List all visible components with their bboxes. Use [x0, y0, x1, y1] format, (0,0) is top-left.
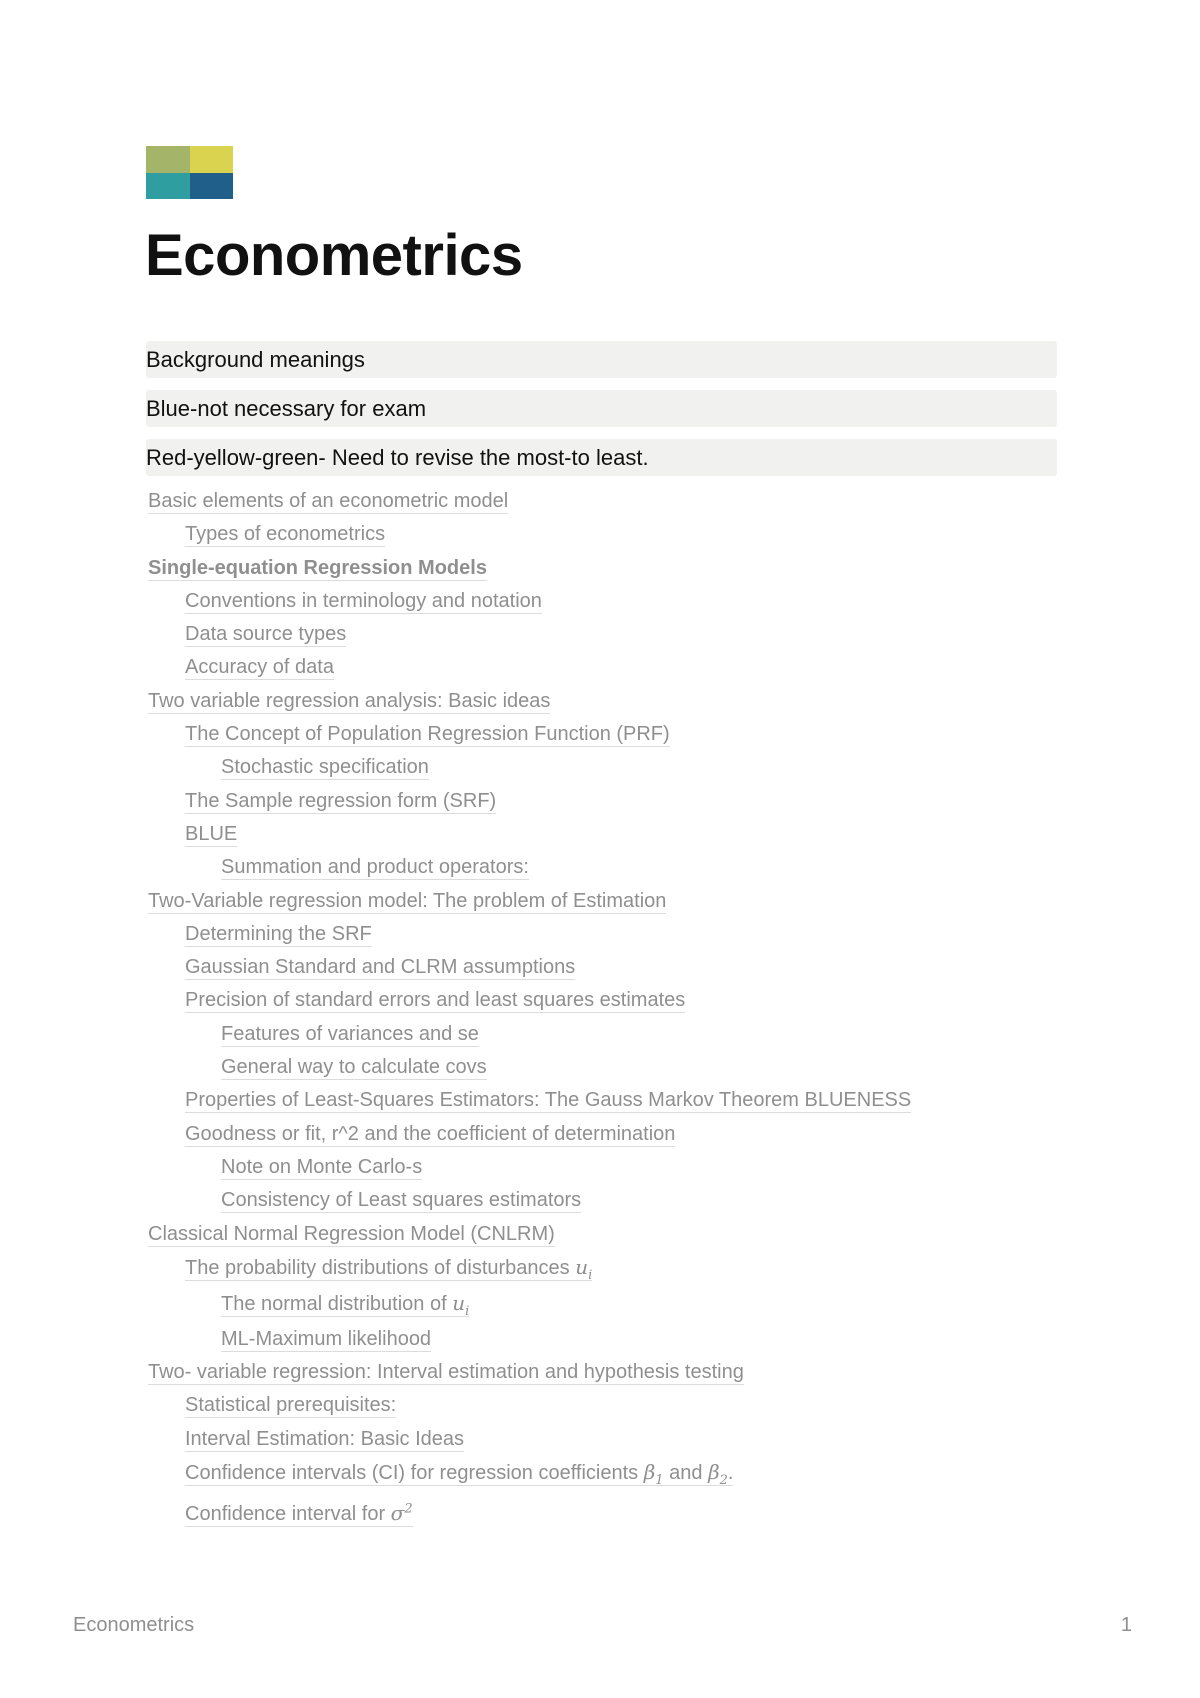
math-subscript: i: [588, 1267, 593, 1283]
toc-item: [148, 821, 1088, 854]
toc-link-text: BLUE: [185, 822, 238, 845]
toc-item: [148, 621, 1088, 654]
table-of-contents: [148, 488, 1088, 1531]
math-symbol: [643, 1460, 664, 1489]
toc-link-text: .: [727, 1462, 734, 1485]
toc-item: [148, 1290, 1088, 1326]
math-symbol: [452, 1290, 470, 1319]
toc-link-text: Two- variable regression: Interval estimation and hypothesis testing: [148, 1361, 744, 1384]
cover-image-tile: [146, 146, 190, 173]
footer-page-number: 1: [1120, 1614, 1132, 1636]
toc-link-text: The Sample regression form (SRF): [185, 789, 497, 812]
toc-link[interactable]: [221, 1290, 470, 1319]
toc-link-text: Data source types: [185, 623, 347, 646]
toc-link-text: ML-Maximum likelihood: [221, 1327, 432, 1350]
toc-item: [148, 588, 1088, 621]
toc-item: [148, 954, 1088, 987]
toc-item: [148, 754, 1088, 787]
toc-link[interactable]: [185, 623, 346, 647]
toc-link-text: The normal distribution of: [221, 1292, 447, 1315]
callout-blue-legend: [146, 390, 1057, 427]
toc-link-text: Statistical prerequisites:: [185, 1394, 397, 1417]
toc-link[interactable]: [185, 956, 575, 980]
toc-link[interactable]: [185, 823, 237, 847]
toc-link[interactable]: [185, 1460, 734, 1489]
toc-link-text: and: [669, 1462, 703, 1485]
math-base: σ: [390, 1500, 405, 1525]
toc-item: [148, 688, 1088, 721]
math-symbol: [708, 1460, 728, 1489]
toc-link-text: Properties of Least-Squares Estimators: The Gauss Markov Theorem BLUENESS: [185, 1089, 912, 1112]
toc-link-text: Goodness or fit, r^2 and the coefficient of determination: [185, 1122, 676, 1145]
math-subscript: 2: [719, 1473, 728, 1489]
toc-link-text: The probability distributions of disturbances: [185, 1256, 570, 1279]
callout-text: Red-yellow-green- Need to revise the most-to least.: [146, 444, 649, 470]
toc-item: [148, 1254, 1088, 1290]
toc-item: [148, 788, 1088, 821]
toc-item: [148, 654, 1088, 687]
toc-link[interactable]: [148, 890, 666, 914]
toc-link-text: Interval Estimation: Basic Ideas: [185, 1427, 465, 1450]
callout-rgy-legend: [146, 439, 1057, 476]
toc-link[interactable]: [185, 1123, 675, 1147]
toc-link-text: Consistency of Least squares estimators: [221, 1189, 582, 1212]
toc-item: [148, 488, 1088, 521]
footer-title: Econometrics: [73, 1614, 195, 1636]
toc-link[interactable]: [148, 690, 550, 714]
toc-link-text: Single-equation Regression Models: [148, 556, 487, 579]
toc-link-text: Classical Normal Regression Model (CNLRM): [148, 1222, 555, 1245]
math-base: β: [643, 1460, 656, 1485]
toc-item: [148, 1359, 1088, 1392]
toc-link[interactable]: [148, 1223, 555, 1247]
toc-link[interactable]: [221, 1328, 431, 1352]
toc-item: [148, 1154, 1088, 1187]
math-symbol: [391, 1501, 413, 1525]
toc-item: [148, 1495, 1088, 1531]
math-symbol: [575, 1254, 593, 1283]
toc-link-text: Two variable regression analysis: Basic ideas: [148, 689, 551, 712]
toc-link[interactable]: [221, 1056, 487, 1080]
toc-item: [148, 1121, 1088, 1154]
toc-item: [148, 721, 1088, 754]
toc-item: [148, 888, 1088, 921]
page-title: Econometrics: [145, 223, 523, 288]
toc-link[interactable]: [185, 1500, 413, 1527]
toc-link[interactable]: [221, 1189, 581, 1213]
callout-background-meanings: [146, 341, 1057, 378]
toc-item: [148, 854, 1088, 887]
toc-link-text: Types of econometrics: [185, 523, 386, 546]
callout-text: Background meanings: [146, 346, 365, 372]
toc-link[interactable]: [221, 1023, 479, 1047]
toc-link[interactable]: [185, 1254, 593, 1283]
toc-link[interactable]: [221, 856, 529, 880]
toc-link-text: Gaussian Standard and CLRM assumptions: [185, 956, 576, 979]
toc-link-text: General way to calculate covs: [221, 1056, 487, 1079]
toc-item: [148, 1326, 1088, 1359]
toc-link[interactable]: [148, 1361, 744, 1385]
toc-item: [148, 921, 1088, 954]
toc-item: [148, 987, 1088, 1020]
cover-image-tile: [146, 173, 190, 200]
toc-link-text: Conventions in terminology and notation: [185, 589, 542, 612]
math-base: β: [708, 1460, 720, 1485]
cover-image-tile: [190, 146, 234, 173]
toc-item: [148, 1021, 1088, 1054]
math-base: u: [452, 1290, 466, 1315]
cover-image-icon: [146, 146, 233, 199]
toc-link[interactable]: [185, 523, 385, 547]
callout-text: Blue-not necessary for exam: [146, 395, 427, 421]
toc-link[interactable]: [221, 756, 429, 780]
toc-link[interactable]: [185, 656, 334, 680]
toc-link-text: Two-Variable regression model: The problem of Estimation: [148, 889, 667, 912]
toc-link[interactable]: [185, 989, 685, 1013]
toc-link-text: Stochastic specification: [221, 756, 429, 779]
toc-item: [148, 1087, 1088, 1120]
toc-link-text: Confidence interval for: [185, 1502, 386, 1525]
toc-link-text: Note on Monte Carlo-s: [221, 1155, 423, 1178]
toc-item: [148, 1054, 1088, 1087]
toc-item: [148, 1187, 1088, 1220]
toc-item: [148, 1392, 1088, 1425]
toc-link[interactable]: [185, 790, 496, 814]
toc-link[interactable]: [221, 1156, 422, 1180]
toc-item: [148, 1426, 1088, 1459]
toc-link[interactable]: [185, 723, 670, 747]
toc-link[interactable]: [185, 923, 372, 947]
toc-link[interactable]: [148, 490, 508, 514]
toc-link-text: The Concept of Population Regression Function (PRF): [185, 723, 670, 746]
cover-image-tile: [190, 173, 234, 200]
toc-link-text: Basic elements of an econometric model: [148, 490, 509, 512]
toc-item: [148, 1221, 1088, 1254]
toc-link-text: Accuracy of data: [185, 656, 334, 679]
toc-link[interactable]: [185, 1394, 396, 1418]
toc-link[interactable]: [185, 590, 542, 614]
toc-link-text: Summation and product operators:: [221, 856, 529, 879]
math-subscript: 1: [655, 1473, 664, 1489]
toc-link-text: Precision of standard errors and least squares estimates: [185, 989, 686, 1012]
toc-item: [148, 521, 1088, 554]
toc-item: [148, 555, 1088, 588]
toc-item: [148, 1459, 1088, 1495]
toc-link[interactable]: [185, 1428, 464, 1452]
toc-link-text: Determining the SRF: [185, 922, 372, 945]
toc-link-text: Features of variances and se: [221, 1022, 479, 1045]
math-base: u: [575, 1254, 589, 1279]
math-superscript: 2: [404, 1501, 413, 1517]
toc-link[interactable]: [148, 557, 487, 581]
toc-link-text: Confidence intervals (CI) for regression coefficients: [185, 1462, 639, 1485]
toc-link[interactable]: [185, 1089, 911, 1113]
math-subscript: i: [465, 1303, 470, 1319]
